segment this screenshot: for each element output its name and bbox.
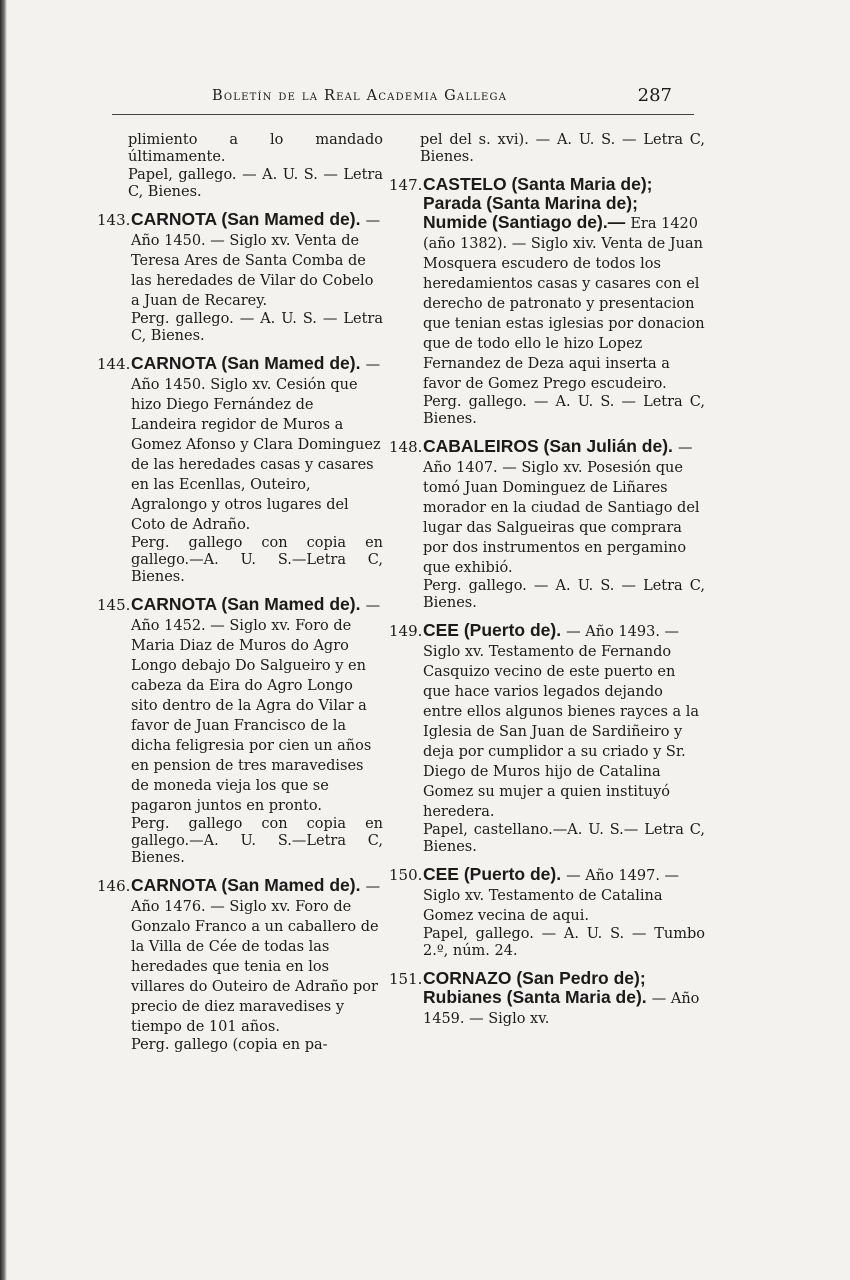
entry-reference: Perg. gallego. — A. U. S. — Letra C, Bienes. [423,578,705,611]
entry-reference: Papel, castellano.—A. U. S.— Letra C, Bienes. [423,822,705,855]
entry-continuation [113,132,383,201]
page-header [112,80,694,115]
entry-body: pel del s. xvi). — A. U. S. — Letra C, Bienes. [420,132,705,165]
entry-heading: CASTELO (Santa Maria de); Parada (Santa Marina de); Numide (Santiago de).— [423,174,653,232]
entry-heading: CEE (Puerto de). [423,620,562,640]
entry-reference: Perg. gallego con copia en gallego.—A. U. S.—Letra C, Bienes. [131,535,383,585]
entry-heading: CEE (Puerto de). [423,864,562,884]
entry-body: — Año 1459. — Siglo xv. [423,991,700,1027]
entry-number: 151. [389,970,423,988]
entry-body: — Año 1450. — Siglo xv. Venta de Teresa Ares de Santa Comba de las heredades de Vilar do Cobelo a Juan de Recarey. [131,213,381,309]
entry-heading: CARNOTA (San Mamed de). [131,209,361,229]
entry-number: 145. [97,596,131,614]
entry-reference: Papel, gallego. — A. U. S. — Tumbo 2.º, núm. 24. [423,926,705,959]
entry-body: — Año 1497. — Siglo xv. Testamento de Catalina Gomez vecina de aqui. [423,868,680,924]
entry-number: 149. [389,622,423,640]
entry-body: plimiento a lo mandado últimamente. [128,132,383,165]
entry-body: — Año 1450. Siglo xv. Cesión que hizo Diego Fernández de Landeira regidor de Muros a Gomez Afonso y Clara Dominguez de las heredades casas y casares en las Ecenllas, Outeiro, Agralongo y otros lugares del Coto de Adraño. [131,357,381,533]
entry-reference: Perg. gallego (copia en pa- [131,1037,328,1053]
entry-body: — Año 1493. — Siglo xv. Testamento de Fernando Casquizo vecino de este puerto en que hace varios legados dejando entre ellos algunos bienes rayces a la Iglesia de San Juan de Sardiñeiro y deja por cumplidor a su criado y Sr. Diego de Muros hijo de Catalina Gomez su mujer a quien instituyó heredera. [423,624,700,820]
entry-body: — Año 1452. — Siglo xv. Foro de Maria Diaz de Muros do Agro Longo debajo Do Salgueiro y en cabeza da Eira do Agro Longo sito dentro de la Agra do Vilar a favor de Juan Francisco de la dicha feligresia por cien un años en pension de tres maravedises de moneda vieja los que se pagaron juntos en pronto. [131,598,381,814]
catalog-entry-144 [97,353,383,586]
catalog-entry-150 [389,864,705,960]
entry-number: 148. [389,438,423,456]
catalog-entry-149 [389,620,705,856]
catalog-entry-151 [389,968,705,1028]
entry-heading: CABALEIROS (San Julián de). [423,436,673,456]
book-spine-edge [0,0,7,1280]
left-column [97,132,383,1063]
entry-reference: Perg. gallego con copia en gallego.—A. U. S.—Letra C, Bienes. [131,816,383,866]
entry-number: 146. [97,877,131,895]
entry-number: 144. [97,355,131,373]
entry-number: 147. [389,176,423,194]
entry-body: Era 1420 (año 1382). — Siglo xiv. Venta de Juan Mosquera escudero de todos los heredamientos casas y casares con el derecho de patronato y presentacion que tenian estas iglesias por donacion que de todo ello le hizo Lopez Fernandez de Deza aqui inserta a favor de Gomez Prego escudeiro. [423,216,705,392]
right-column [389,132,705,1037]
running-title: Boletín de la Real Academia Gallega [212,88,508,104]
entry-heading: CORNAZO (San Pedro de); Rubianes (Santa Maria de). [423,968,647,1007]
entry-number: 150. [389,866,423,884]
entry-reference: Perg. gallego. — A. U. S. — Letra C, Bienes. [423,394,705,427]
page-number: 287 [637,85,672,106]
entry-heading: CARNOTA (San Mamed de). [131,353,361,373]
catalog-entry-145 [97,594,383,867]
entry-number: 143. [97,211,131,229]
entry-body: — Año 1476. — Siglo xv. Foro de Gonzalo Franco a un caballero de la Villa de Cée de todas las heredades que tenia en los villares do Outeiro de Adraño por precio de diez maravedises y tiempo de 101 años. [131,879,381,1035]
entry-reference: Perg. gallego. — A. U. S. — Letra C, Bienes. [131,311,383,344]
entry-body: — Año 1407. — Siglo xv. Posesión que tomó Juan Dominguez de Liñares morador en la ciudad de Santiago del lugar das Salgueiras que comprara por dos instrumentos en pergamino que exhibió. [423,440,700,576]
entry-reference: Papel, gallego. — A. U. S. — Letra C, Bienes. [128,167,383,200]
catalog-entry-143 [97,209,383,345]
entry-heading: CARNOTA (San Mamed de). [131,875,361,895]
entry-continuation [405,132,705,166]
catalog-entry-148 [389,436,705,612]
entry-heading: CARNOTA (San Mamed de). [131,594,361,614]
catalog-entry-147 [389,174,705,428]
catalog-entry-146 [97,875,383,1054]
